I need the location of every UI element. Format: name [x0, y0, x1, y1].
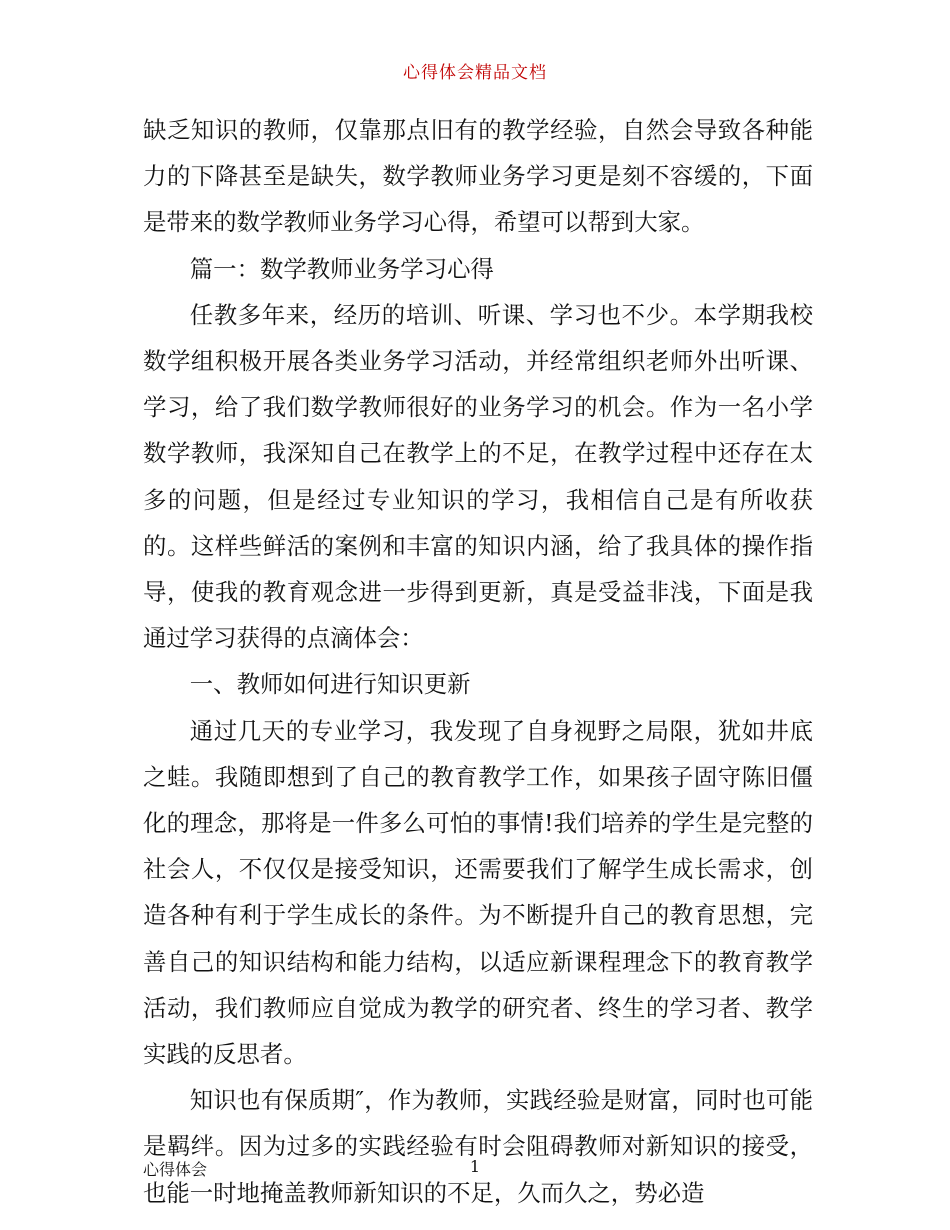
- paragraph-teaching-experience: 任教多年来，经历的培训、听课、学习也不少。本学期我校数学组积极开展各类业务学习活动，并经常组织老师外出听课、学习，给了我们数学教师很好的业务学习的机会。作为一名小学数学教师，我深知自己在教学上的不足，在教学过程中还存在太多的问题，但是经过专业知识的学习，我相信自己是有所收获的。这样些鲜活的案例和丰富的知识内涵，给了我具体的操作指导，使我的教育观念进一步得到更新，真是受益非浅，下面是我通过学习获得的点滴体会：: [143, 300, 813, 653]
- footer-label: 心得体会: [143, 1160, 208, 1179]
- header-title: 心得体会精品文档: [403, 63, 547, 83]
- section-heading-part-one: 篇一：数学教师业务学习心得: [189, 254, 494, 283]
- paragraph-professional-learning: 通过几天的专业学习，我发现了自身视野之局限，犹如井底之蛙。我随即想到了自己的教育教学工作，如果孩子固守陈旧僵化的理念，那将是一件多么可怕的事情!我们培养的学生是完整的社会人，不仅仅是接受知识，还需要我们了解学生成长需求，创造各种有利于学生成长的条件。为不断提升自己的教育思想，完善自己的知识结构和能力结构，以适应新课程理念下的教育教学活动，我们教师应自觉成为教学的研究者、终生的学习者、教学实践的反思者。: [143, 716, 813, 1069]
- document-body: [143, 107, 813, 1216]
- paragraph-knowledge-shelf-life: 知识也有保质期″，作为教师，实践经验是财富，同时也可能是羁绊。因为过多的实践经验有时会阻碍教师对新知识的接受，也能一时地掩盖教师新知识的不足，久而久之，势必造: [143, 1086, 813, 1207]
- paragraph-intro: 缺乏知识的教师，仅靠那点旧有的教学经验，自然会导致各种能力的下降甚至是缺失，数学教师业务学习更是刻不容缓的，下面是带来的数学教师业务学习心得，希望可以帮到大家。: [143, 116, 813, 237]
- page-number: 1: [469, 1157, 481, 1176]
- section-heading-knowledge-update: 一、教师如何进行知识更新: [189, 670, 471, 699]
